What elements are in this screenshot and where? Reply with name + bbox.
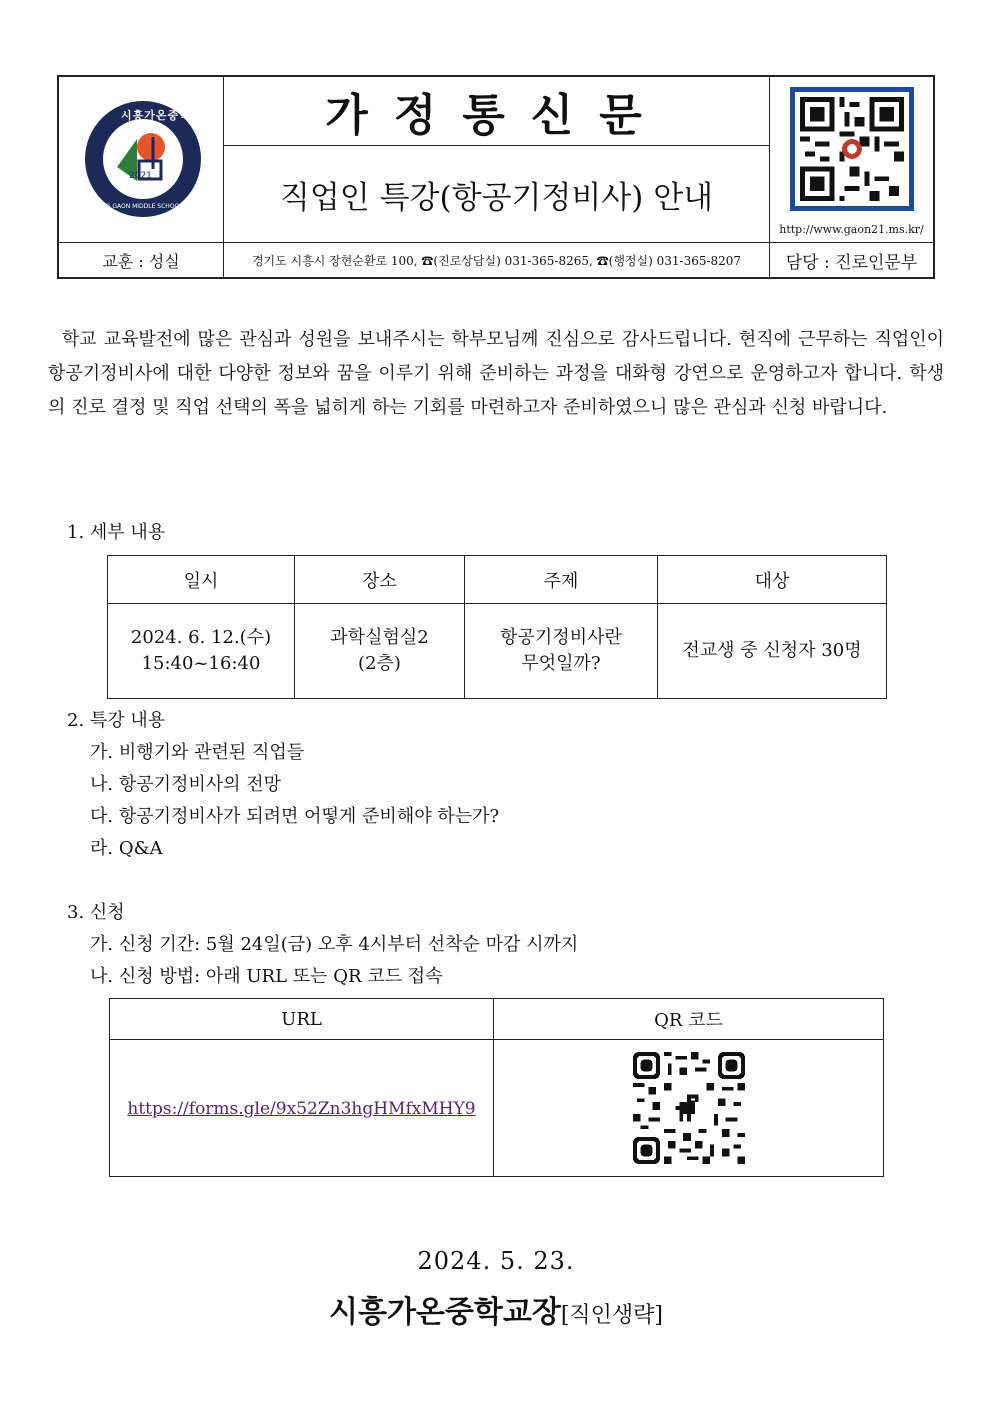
school-qr-code[interactable] [790,87,914,211]
school-qr-cell [770,77,933,242]
list-item: 나. 신청 방법: 아래 URL 또는 QR 코드 접속 [90,966,443,987]
cell-date [108,604,295,699]
cell-qr [494,1040,884,1177]
school-logo-cell [59,77,224,242]
col-topic: 주제 [465,556,658,604]
cell-place [295,604,465,699]
apply-table [109,998,884,1177]
intro-text: 학교 교육발전에 많은 관심과 성원을 보내주시는 학부모님께 진심으로 감사드립니다. 현직에 근무하는 직업인이 항공기정비사에 대한 다양한 정보와 꿈을 이루기 위해 준비하는 과정을 대화형 강연으로 운영하고자 합니다. 학생의 진로 결정 및 직업 선택의 폭을 넓히게 하는 기회를 마련하고자 준비하였으니 많은 관심과 신청 바랍니다. [48,329,944,418]
details-table [107,555,887,699]
apply-row [110,1040,884,1177]
col-target: 대상 [658,556,887,604]
cell-url [110,1040,494,1177]
info-row [59,242,933,277]
section1-heading: 1. 세부 내용 [67,522,166,543]
page-title: 가정통신문 [224,77,770,146]
apply-header-row [110,999,884,1040]
page-subtitle: 직업인 특강(항공기정비사) 안내 [224,146,770,242]
apply-link[interactable]: https://forms.gle/9x52Zn3hgHMfxMHY9 [127,1098,476,1119]
signer-name: 시흥가온중학교장 [328,1295,561,1330]
date-line2: 15:40~16:40 [141,653,261,674]
issue-date: 2024. 5. 23. [417,1247,575,1275]
school-motto: 교훈 : 성실 [59,243,224,278]
list-item: 다. 항공기정비사가 되려면 어떻게 준비해야 하는가? [90,806,500,827]
date-line1: 2024. 6. 12.(수) [130,627,272,648]
col-url: URL [110,999,494,1040]
list-item: 라. Q&A [90,838,163,859]
intro-paragraph [48,323,944,425]
col-date: 일시 [108,556,295,604]
section3-heading: 3. 신청 [67,902,125,923]
col-qr: QR 코드 [494,999,884,1040]
details-row [108,604,887,699]
list-item: 가. 비행기와 관련된 직업들 [90,742,305,763]
place-line1: 과학실험실2 [330,627,429,648]
col-place: 장소 [295,556,465,604]
logo-year: 2021 [129,171,152,181]
topic-line1: 항공기정비사란 [500,627,622,648]
seal-omitted: [직인생략] [560,1303,664,1328]
apply-qr-code[interactable] [633,1052,745,1164]
school-logo [59,77,224,242]
school-website[interactable]: http://www.gaon21.ms.kr/ [779,223,924,236]
section2-heading: 2. 특강 내용 [67,710,166,731]
details-header-row [108,556,887,604]
department: 담당 : 진로인문부 [785,253,918,273]
list-item: 가. 신청 기간: 5월 24일(금) 오후 4시부터 선착순 마감 시까지 [90,934,579,955]
place-line2: (2층) [358,653,401,674]
list-item: 나. 항공기정비사의 전망 [90,774,282,795]
cell-target: 전교생 중 신청자 30명 [658,604,887,699]
cell-topic [465,604,658,699]
topic-line2: 무엇일까? [521,653,601,674]
header-box [57,75,935,279]
logo-korean: 시흥가온중학교 [121,109,203,122]
signature-line [0,1287,992,1331]
school-contact: 경기도 시흥시 장현순환로 100, ☎(진로상담실) 031-365-8265, ☎(행정실) 031-365-8207 [224,243,770,278]
logo-english: SIHEUNG GAON MIDDLE SCHOOL [83,203,183,210]
